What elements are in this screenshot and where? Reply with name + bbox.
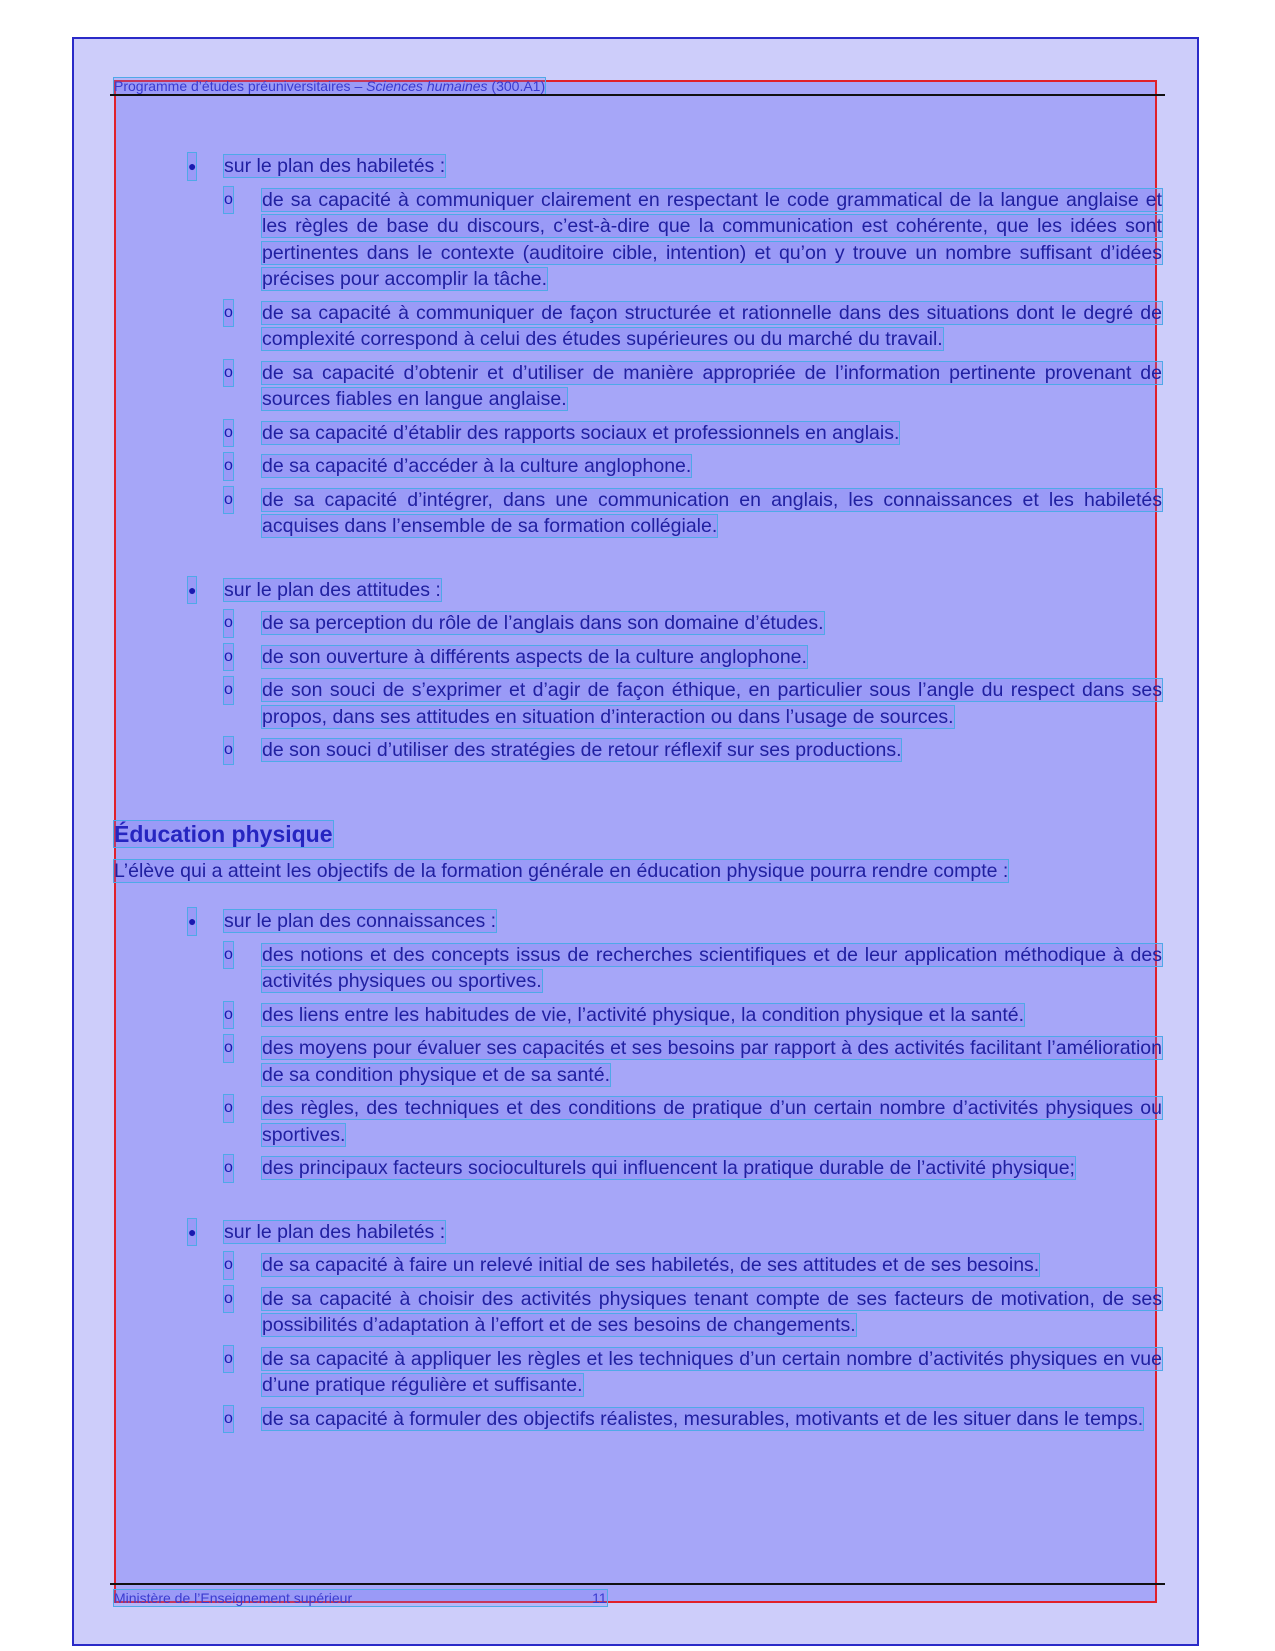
group-title: ● sur le plan des attitudes :: [114, 577, 1162, 604]
list-item: o de sa capacité d’établir des rapports sociaux et professionnels en anglais.: [114, 420, 1162, 447]
page-number: 11: [592, 1590, 607, 1606]
hollow-bullet-icon: o: [224, 1252, 233, 1279]
list-item: o de sa capacité à faire un relevé initial de ses habiletés, de ses attitudes et de ses besoins.: [114, 1252, 1162, 1279]
list-item: o des principaux facteurs socioculturels qui influencent la pratique durable de l’activité physique;: [114, 1155, 1162, 1182]
hollow-bullet-icon: o: [224, 1155, 233, 1182]
section-heading: Éducation physique: [114, 820, 333, 847]
list-item: o de sa capacité à communiquer clairement en respectant le code grammatical de la langue anglaise et les règles de base du discours, c’est-à-dire que la communication est cohérente, que les idées sont pertinentes dans le contexte (auditoire cible, intention) et qu’on y trouve un nombre suffisant d’idées précises pour accomplir la tâche.: [224, 188, 1162, 290]
page-footer: [114, 1590, 607, 1606]
bullet-icon: ●: [188, 908, 196, 935]
list-item: o des liens entre les habitudes de vie, l’activité physique, la condition physique et la santé.: [114, 1002, 1162, 1029]
bullet-icon: ●: [188, 1219, 196, 1246]
hollow-bullet-icon: o: [224, 453, 233, 480]
list-item: o de sa perception du rôle de l’anglais dans son domaine d’études.: [114, 610, 1162, 637]
bullet-icon: ●: [188, 577, 196, 604]
footer-ministry: Ministère de l’Enseignement supérieur: [114, 1590, 353, 1606]
hollow-bullet-icon: o: [224, 487, 233, 514]
list-item: o des notions et des concepts issus de recherches scientifiques et de leur application méthodique à des activités physiques ou sportives.: [224, 943, 1162, 992]
hollow-bullet-icon: o: [224, 187, 233, 214]
group-title: ● sur le plan des habiletés :: [114, 1219, 1162, 1246]
group-title: ● sur le plan des connaissances :: [114, 908, 1162, 935]
bullet-icon: ●: [188, 153, 196, 180]
header-program: Sciences humaines: [366, 78, 488, 94]
running-header: [114, 78, 545, 94]
list-item: o de sa capacité à choisir des activités physiques tenant compte de ses facteurs de motivation, de ses possibilités d’adaptation à l’effort et de ses besoins de changements.: [224, 1287, 1162, 1336]
hollow-bullet-icon: o: [224, 1035, 233, 1062]
list-item: o de sa capacité d’intégrer, dans une communication en anglais, les connaissances et les habiletés acquises dans l’ensemble de sa formation collégiale.: [224, 488, 1162, 537]
hollow-bullet-icon: o: [224, 360, 233, 387]
header-prefix: Programme d’études préuniversitaires –: [114, 78, 363, 94]
hollow-bullet-icon: o: [224, 677, 233, 704]
hollow-bullet-icon: o: [224, 1286, 233, 1313]
hollow-bullet-icon: o: [224, 1002, 233, 1029]
hollow-bullet-icon: o: [224, 1346, 233, 1373]
hollow-bullet-icon: o: [224, 300, 233, 327]
hollow-bullet-icon: o: [224, 737, 233, 764]
hollow-bullet-icon: o: [224, 610, 233, 637]
hollow-bullet-icon: o: [224, 644, 233, 671]
list-item: o de sa capacité à communiquer de façon structurée et rationnelle dans des situations dont le degré de complexité correspond à celui des études supérieures ou du marché du travail.: [224, 301, 1162, 350]
list-item: o de sa capacité d’obtenir et d’utiliser de manière appropriée de l’information pertinente provenant de sources fiables en langue anglaise.: [224, 361, 1162, 410]
hollow-bullet-icon: o: [224, 1406, 233, 1433]
group-title: ● sur le plan des habiletés :: [114, 153, 1162, 180]
list-item: o des règles, des techniques et des conditions de pratique d’un certain nombre d’activités physiques ou sportives.: [224, 1097, 1162, 1146]
document-body: [114, 153, 1162, 1432]
list-item: o de sa capacité à appliquer les règles et les techniques d’un certain nombre d’activités physiques en vue d’une pratique régulière et suffisante.: [224, 1347, 1162, 1396]
header-rule: [110, 94, 1165, 96]
list-item: o de son ouverture à différents aspects de la culture anglophone.: [114, 644, 1162, 671]
footer-rule: [110, 1583, 1165, 1585]
hollow-bullet-icon: o: [224, 1095, 233, 1122]
list-item: o de sa capacité d’accéder à la culture anglophone.: [114, 453, 1162, 480]
list-item: o de sa capacité à formuler des objectifs réalistes, mesurables, motivants et de les situer dans le temps.: [114, 1406, 1162, 1433]
section-intro: L’élève qui a atteint les objectifs de la formation générale en éducation physique pourra rendre compte :: [114, 859, 1009, 882]
list-item: o des moyens pour évaluer ses capacités et ses besoins par rapport à des activités facilitant l’amélioration de sa condition physique et de sa santé.: [224, 1037, 1162, 1086]
header-code: (300.A1): [491, 78, 546, 94]
hollow-bullet-icon: o: [224, 420, 233, 447]
list-item: o de son souci de s’exprimer et d’agir de façon éthique, en particulier sous l’angle du respect dans ses propos, dans ses attitudes en situation d’interaction ou dans l’usage de sources.: [224, 679, 1162, 728]
list-item: o de son souci d’utiliser des stratégies de retour réflexif sur ses productions.: [114, 737, 1162, 764]
hollow-bullet-icon: o: [224, 942, 233, 969]
